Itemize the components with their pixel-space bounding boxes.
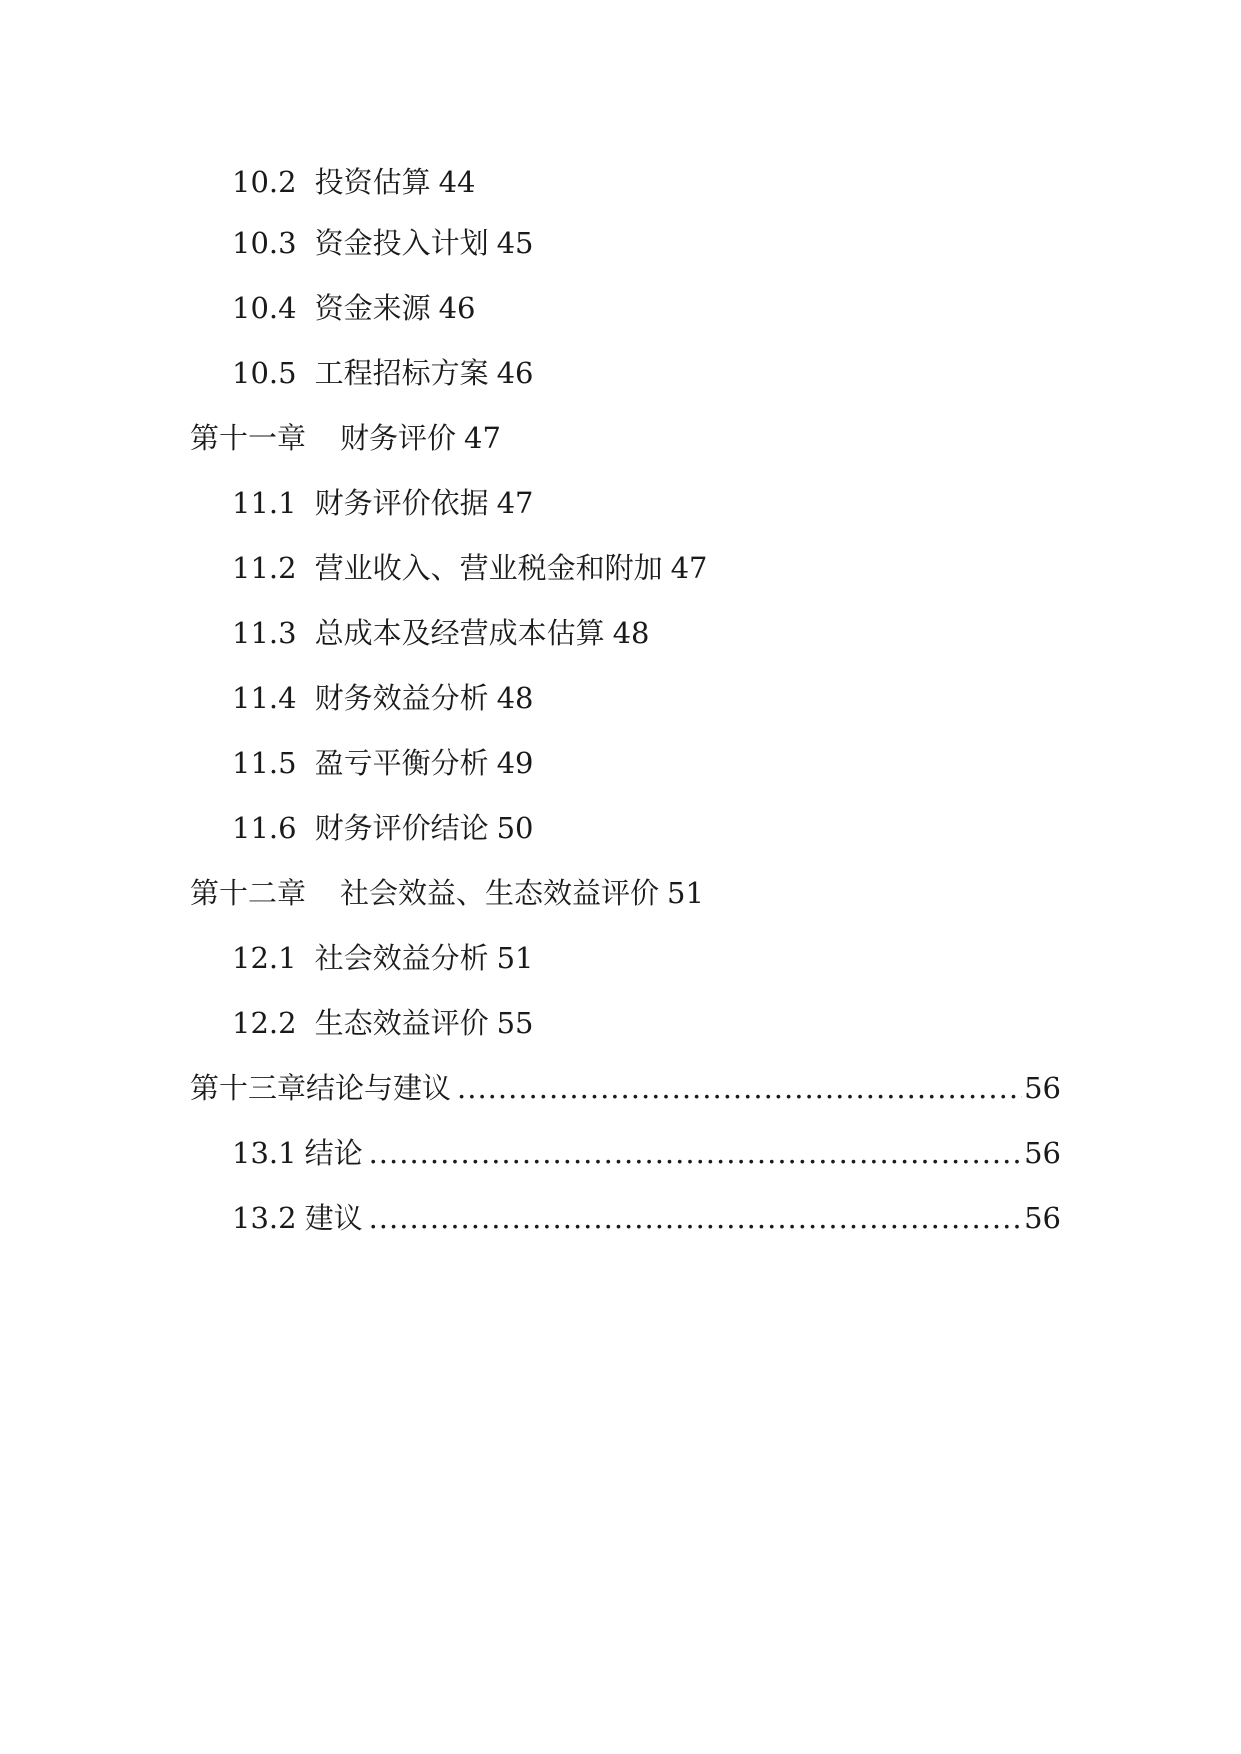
toc-page-number: 47 (670, 551, 708, 585)
toc-number: 12.2 (232, 1006, 297, 1040)
toc-entry-11-4[interactable] (232, 678, 534, 718)
toc-entry-11-5[interactable] (232, 743, 534, 783)
toc-entry-13-2[interactable] (232, 1198, 1061, 1238)
toc-title: 总成本及经营成本估算 (314, 616, 605, 650)
toc-title: 工程招标方案 (314, 356, 489, 390)
toc-page-number: 46 (496, 356, 534, 390)
toc-chapter-number: 第十三章 (190, 1071, 307, 1105)
toc-page-number: 56 (1024, 1136, 1061, 1170)
toc-title: 结论与建议 (306, 1071, 452, 1105)
toc-number: 12.1 (232, 941, 297, 975)
toc-title: 建议 (304, 1201, 363, 1235)
toc-entry-13-1[interactable] (232, 1133, 1061, 1173)
toc-number: 10.2 (232, 165, 297, 199)
toc-title: 社会效益分析 (314, 941, 489, 975)
toc-number: 11.1 (232, 486, 297, 520)
toc-entry-12-1[interactable] (232, 938, 534, 978)
toc-page-number: 51 (667, 876, 704, 910)
dot-leader (369, 1198, 1023, 1238)
toc-entry-chapter-11[interactable] (190, 418, 501, 458)
toc-page-number: 55 (496, 1006, 534, 1040)
toc-page-number: 44 (438, 165, 476, 199)
toc-page-number: 47 (464, 421, 501, 455)
toc-title: 财务评价 (340, 421, 457, 455)
toc-number: 11.5 (232, 746, 297, 780)
toc-title: 生态效益评价 (314, 1006, 489, 1040)
toc-number: 11.2 (232, 551, 297, 585)
toc-chapter-number: 第十二章 (190, 876, 307, 910)
toc-page-number: 46 (438, 291, 476, 325)
dot-leader (369, 1133, 1023, 1173)
toc-page-number: 47 (496, 486, 534, 520)
toc-title: 结论 (304, 1136, 363, 1170)
toc-title: 盈亏平衡分析 (314, 746, 489, 780)
toc-entry-10-2[interactable] (232, 162, 476, 202)
toc-page-number: 49 (496, 746, 534, 780)
toc-number: 10.3 (232, 226, 297, 260)
toc-entry-11-6[interactable] (232, 808, 534, 848)
toc-title: 财务评价结论 (314, 811, 489, 845)
toc-page-number: 48 (496, 681, 534, 715)
toc-page-number: 56 (1024, 1201, 1061, 1235)
toc-chapter-number: 第十一章 (190, 421, 307, 455)
toc-number: 11.6 (232, 811, 297, 845)
toc-entry-11-2[interactable] (232, 548, 708, 588)
toc-title: 资金来源 (314, 291, 431, 325)
toc-number: 13.2 (232, 1201, 297, 1235)
toc-page-number: 56 (1024, 1071, 1061, 1105)
toc-number: 11.4 (232, 681, 297, 715)
toc-entry-chapter-12[interactable] (190, 873, 704, 913)
toc-title: 财务效益分析 (314, 681, 489, 715)
toc-title: 营业收入、营业税金和附加 (314, 551, 663, 585)
toc-number: 10.4 (232, 291, 297, 325)
dot-leader (457, 1068, 1022, 1108)
toc-entry-chapter-13[interactable] (190, 1068, 1061, 1108)
toc-entry-10-5[interactable] (232, 353, 534, 393)
toc-entry-12-2[interactable] (232, 1003, 534, 1043)
toc-number: 11.3 (232, 616, 297, 650)
toc-title: 财务评价依据 (314, 486, 489, 520)
toc-page-number: 50 (496, 811, 534, 845)
toc-page-number: 45 (496, 226, 534, 260)
toc-page-number: 51 (496, 941, 534, 975)
toc-title: 社会效益、生态效益评价 (340, 876, 660, 910)
toc-entry-10-4[interactable] (232, 288, 476, 328)
toc-title: 投资估算 (314, 165, 431, 199)
toc-entry-10-3[interactable] (232, 223, 534, 263)
toc-entry-11-3[interactable] (232, 613, 650, 653)
toc-number: 10.5 (232, 356, 297, 390)
toc-number: 13.1 (232, 1136, 297, 1170)
toc-page-number: 48 (612, 616, 650, 650)
toc-entry-11-1[interactable] (232, 483, 534, 523)
toc-title: 资金投入计划 (314, 226, 489, 260)
